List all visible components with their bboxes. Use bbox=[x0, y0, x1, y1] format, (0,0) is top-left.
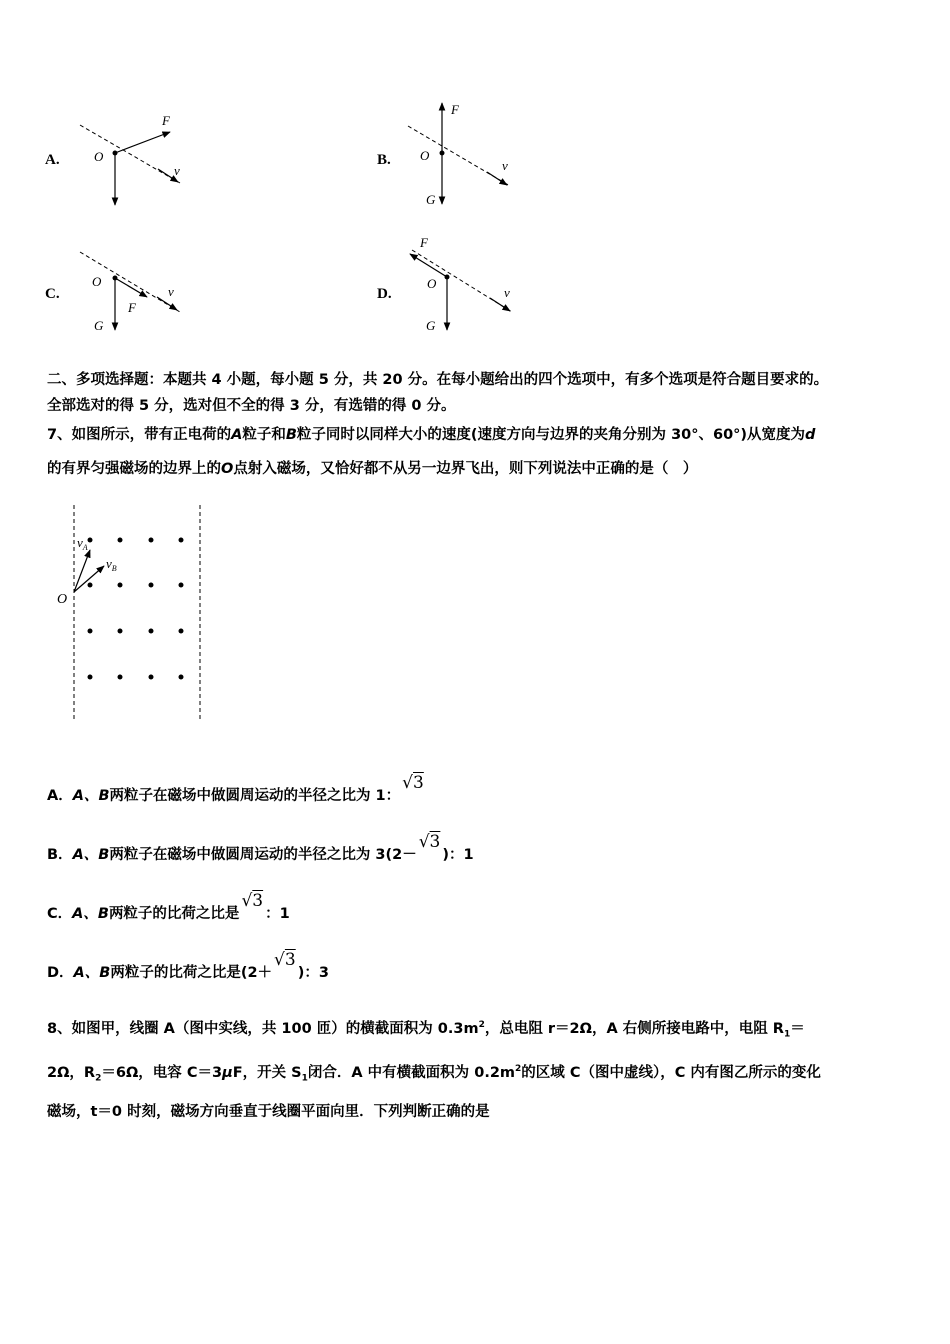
option-d-force-diagram bbox=[400, 232, 540, 342]
label-f: F bbox=[420, 235, 428, 250]
label-v: v bbox=[168, 284, 174, 299]
label-va: $v_A$ bbox=[77, 535, 88, 552]
option-c-force-diagram bbox=[70, 240, 210, 340]
label-f: F bbox=[128, 300, 136, 315]
section2-line1: 二、多项选择题：本题共 4 小题，每小题 5 分，共 20 分。在每小题给出的四个选项中，有多个选项是符合题目要求的。 bbox=[47, 372, 829, 388]
force-f-arrow bbox=[115, 278, 147, 297]
q7-choice-b[interactable]: B． A、B 两粒子在磁场中做圆周运动的半径之比为 3(2－ √3 )：1 bbox=[47, 832, 474, 863]
option-b-label: B. bbox=[377, 152, 391, 168]
q7-particle-b: B bbox=[285, 427, 297, 443]
label-o: O bbox=[94, 149, 104, 164]
section2-line2: 全部选对的得 5 分，选对但不全的得 3 分，有选错的得 0 分。 bbox=[47, 398, 456, 414]
field-dots bbox=[88, 538, 184, 680]
label-o: O bbox=[420, 148, 430, 163]
sqrt-3: √3 bbox=[402, 773, 424, 793]
label-g: G bbox=[94, 318, 104, 333]
q7-choice-c[interactable]: C． A、B 两粒子的比荷之比是 √3 ：1 bbox=[47, 891, 290, 922]
label-g: G bbox=[426, 318, 436, 333]
option-d-label: D. bbox=[377, 286, 392, 302]
velocity-arrow bbox=[487, 172, 507, 185]
sqrt-3: √3 bbox=[241, 891, 264, 911]
sqrt-3: √3 bbox=[418, 832, 441, 852]
q7-stem bbox=[47, 418, 909, 486]
q7-text-5: 点射入磁场，又恰好都不从另一边界飞出，则下列说法中正确的是（ ） bbox=[233, 461, 698, 477]
option-a-force-diagram bbox=[70, 105, 210, 215]
q7-text-3: 粒子同时以同样大小的速度(速度方向与边界的夹角分别为 30°、60°)从宽度为 bbox=[296, 427, 806, 443]
label-o: O bbox=[57, 592, 68, 607]
label-g: G bbox=[426, 192, 436, 207]
label-v: v bbox=[502, 158, 508, 173]
force-f-arrow bbox=[410, 254, 447, 277]
q7-text-4: 的有界匀强磁场的边界上的 bbox=[47, 461, 221, 477]
q7-text-1: 7、如图所示，带有正电荷的 bbox=[47, 427, 232, 443]
q7-width-d: d bbox=[805, 427, 816, 443]
q8-stem: 8、如图甲，线圈 A（图中实线，共 100 匝）的横截面积为 $0.3m^2$，总电阻 r＝2Ω，A 右侧所接电路中，电阻 $R_1=$ 2Ω，$R_2=6\Omega$，电容 C＝3μF，开关 $S_1$闭合．A 中有横截面积为 $0.2m^2$的区域 C（图中虚线），C 内有图乙所示的变化 磁场，t＝0 时刻，磁场方向垂直于线圈平面向里．下列判断正确的是 bbox=[47, 1020, 821, 1121]
q7-choice-d[interactable]: D． A、B 两粒子的比荷之比是(2＋ √3 )：3 bbox=[47, 950, 329, 981]
label-f: F bbox=[162, 113, 170, 128]
option-b-force-diagram bbox=[400, 98, 540, 213]
option-a-label: A. bbox=[45, 152, 60, 168]
q7-magnetic-field-figure bbox=[50, 500, 220, 725]
label-f: F bbox=[451, 102, 459, 117]
label-o: O bbox=[92, 274, 102, 289]
q7-point-o: O bbox=[221, 461, 234, 477]
q7-choice-a[interactable]: A． A、B 两粒子在磁场中做圆周运动的半径之比为 1： √3 bbox=[47, 773, 424, 804]
velocity-arrow bbox=[157, 297, 177, 310]
force-f-arrow bbox=[115, 132, 170, 153]
label-v: v bbox=[174, 163, 180, 178]
sqrt-3: √3 bbox=[274, 950, 296, 970]
section2-instructions bbox=[47, 367, 909, 419]
label-v: v bbox=[504, 285, 510, 300]
q7-text-2: 粒子和 bbox=[242, 427, 286, 443]
label-o: O bbox=[427, 276, 437, 291]
option-c-label: C. bbox=[45, 286, 60, 302]
q7-particle-a: A bbox=[231, 427, 243, 443]
label-vb: $v_B$ bbox=[106, 556, 117, 573]
